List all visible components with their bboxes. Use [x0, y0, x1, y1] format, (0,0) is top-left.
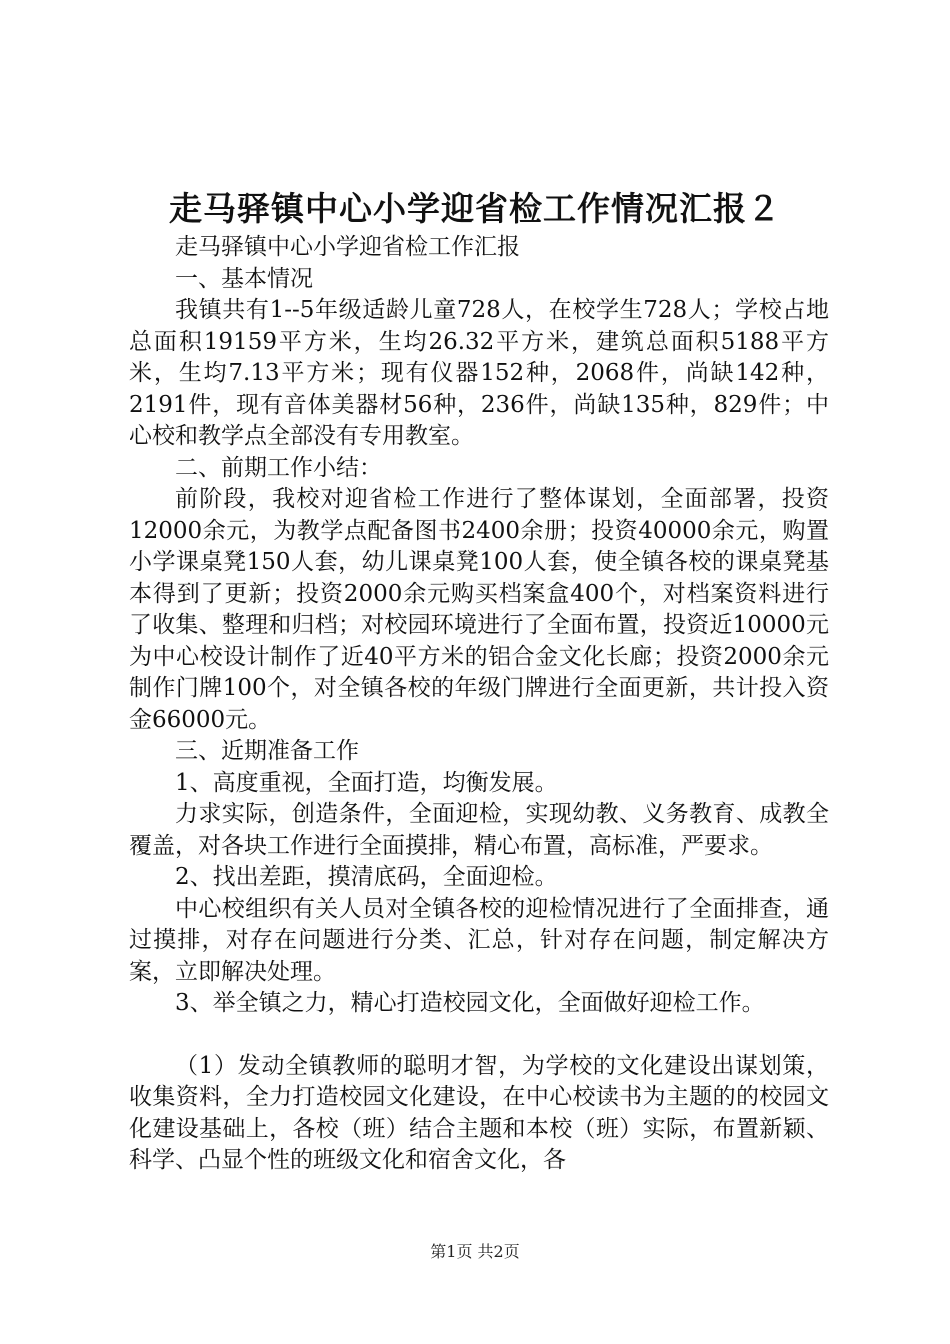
section-heading-recent-preparation: 三、近期准备工作	[175, 738, 359, 764]
section-heading-basic-info: 一、基本情况	[175, 265, 313, 292]
subheading-1: 1、高度重视，全面打造，均衡发展。	[175, 769, 558, 796]
document-body	[129, 232, 829, 1177]
report-heading: 走马驿镇中心小学迎省检工作汇报	[175, 234, 520, 260]
subheading-2: 2、找出差距，摸清底码，全面迎检。	[175, 864, 558, 890]
paragraph-1: 力求实际，创造条件，全面迎检，实现幼教、义务教育、成教全覆盖，对各块工作进行全面摸排，精心布置，高标准，严要求。	[129, 801, 829, 859]
section-heading-previous-work: 二、前期工作小结：	[175, 454, 382, 481]
page-number: 第1页 共2页	[430, 1242, 520, 1261]
paragraph-basic-info: 我镇共有1--5年级适龄儿童728人，在校学生728人；学校占地总面积19159平方米，生均26.32平方米，建筑总面积5188平方米，生均7.13平方米；现有仪器152种，2068件，尚缺142种，2191件，现有音体美器材56种，236件，尚缺135种，829件；中心校和教学点全部没有专用教室。	[129, 297, 829, 449]
paragraph-2: 中心校组织有关人员对全镇各校的迎检情况进行了全面排查，通过摸排，对存在问题进行分类、汇总，针对存在问题，制定解决方案，立即解决处理。	[129, 895, 829, 985]
document-title: 走马驿镇中心小学迎省检工作情况汇报２	[169, 189, 781, 228]
paragraph-previous-work: 前阶段，我校对迎省检工作进行了整体谋划，全面部署，投资12000余元，为教学点配备图书2400余册；投资40000余元，购置小学课桌凳150人套，幼儿课桌凳100人套，使全镇各校的课桌凳基本得到了更新；投资2000余元购买档案盒400个，对档案资料进行了收集、整理和归档；对校园环境进行了全面布置，投资近10000元为中心校设计制作了近40平方米的铝合金文化长廊；投资2000余元制作门牌100个，对全镇各校的年级门牌进行全面更新，共计投入资金66000元。	[129, 486, 829, 733]
paragraph-3-1: （1）发动全镇教师的聪明才智，为学校的文化建设出谋划策，收集资料，全力打造校园文化建设，在中心校读书为主题的的校园文化建设基础上，各校（班）结合主题和本校（班）实际，布置新颖、科学、凸显个性的班级文化和宿舍文化，各	[129, 1052, 829, 1173]
subheading-3: 3、举全镇之力，精心打造校园文化，全面做好迎检工作。	[175, 990, 765, 1016]
